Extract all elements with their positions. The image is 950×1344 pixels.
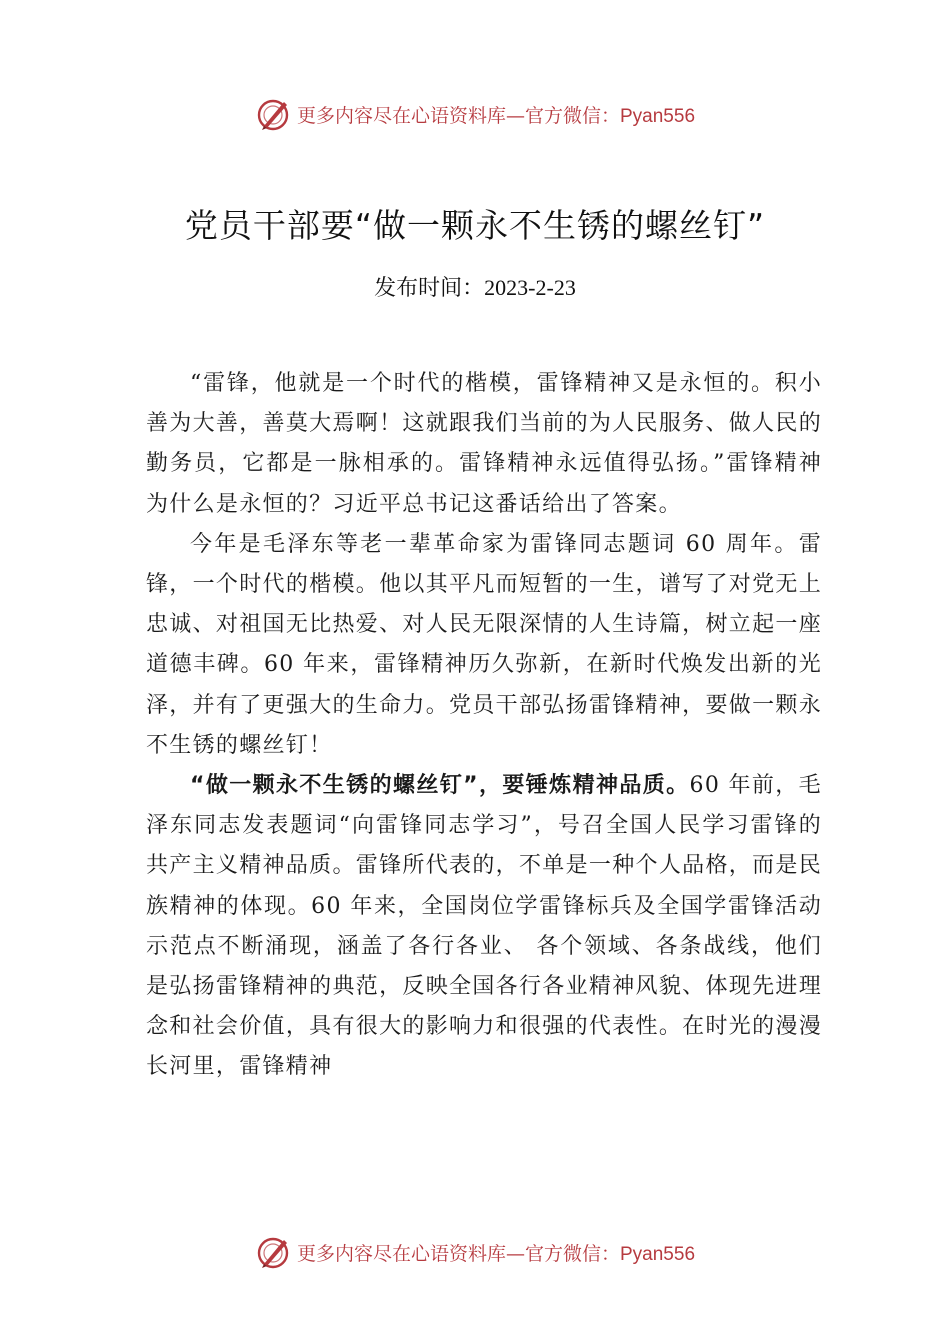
publish-date-label: 发布时间： <box>374 276 485 301</box>
pen-seal-logo-icon <box>255 96 291 132</box>
article-title: 党员干部要“做一颗永不生锈的螺丝钉” <box>184 206 766 245</box>
pen-seal-logo-icon <box>255 1234 291 1270</box>
footer-wechat-id: Pyan556 <box>620 1243 696 1265</box>
paragraph-1: “雷锋，他就是一个时代的楷模，雷锋精神又是永恒的。积小善为大善，善莫大焉啊！这就跟我们当前的为人民服务、做人民的勤务员，它都是一脉相承的。雷锋精神永远值得弘扬。”雷锋精神为什么是永恒的？习近平总书记这番话给出了答案。 <box>146 371 822 517</box>
header-banner <box>0 94 950 134</box>
paragraph-2: 今年是毛泽东等老一辈革命家为雷锋同志题词 60 周年。雷锋，一个时代的楷模。他以其平凡而短暂的一生，谱写了对党无上忠诚、对祖国无比热爱、对人民无限深情的人生诗篇，树立起一座道德丰碑。60 年来，雷锋精神历久弥新，在新时代焕发出新的光泽，并有了更强大的生命力。党员干部弘扬雷锋精神，要做一颗永不生锈的螺丝钉！ <box>146 531 822 758</box>
header-wechat-id: Pyan556 <box>620 105 696 127</box>
publish-date <box>0 271 950 302</box>
section-body: 60 年前，毛泽东同志发表题词“向雷锋同志学习”，号召全国人民学习雷锋的共产主义精神品质。雷锋所代表的，不单是一种个人品格，而是民族精神的体现。60 年来，全国岗位学雷锋标兵及全国学雷锋活动示范点不断涌现，涵盖了各行各业、 各个领域、各条战线，他们是弘扬雷锋精神的典范，反映全国各行各业精神风貌、体现先进理念和社会价值，具有很大的影响力和很强的代表性。在时光的漫漫长河里，雷锋精神 <box>146 773 822 1080</box>
publish-date-value: 2023-2-23 <box>484 275 576 300</box>
section-heading: “做一颗永不生锈的螺丝钉”，要锤炼精神品质。 <box>190 773 690 799</box>
footer-banner <box>0 1232 950 1272</box>
article-body <box>146 364 822 1088</box>
footer-banner-text: 更多内容尽在心语资料库—官方微信：Pyan556 <box>296 1242 696 1265</box>
header-banner-text: 更多内容尽在心语资料库—官方微信：Pyan556 <box>296 104 696 127</box>
paragraph-3 <box>146 766 822 1088</box>
